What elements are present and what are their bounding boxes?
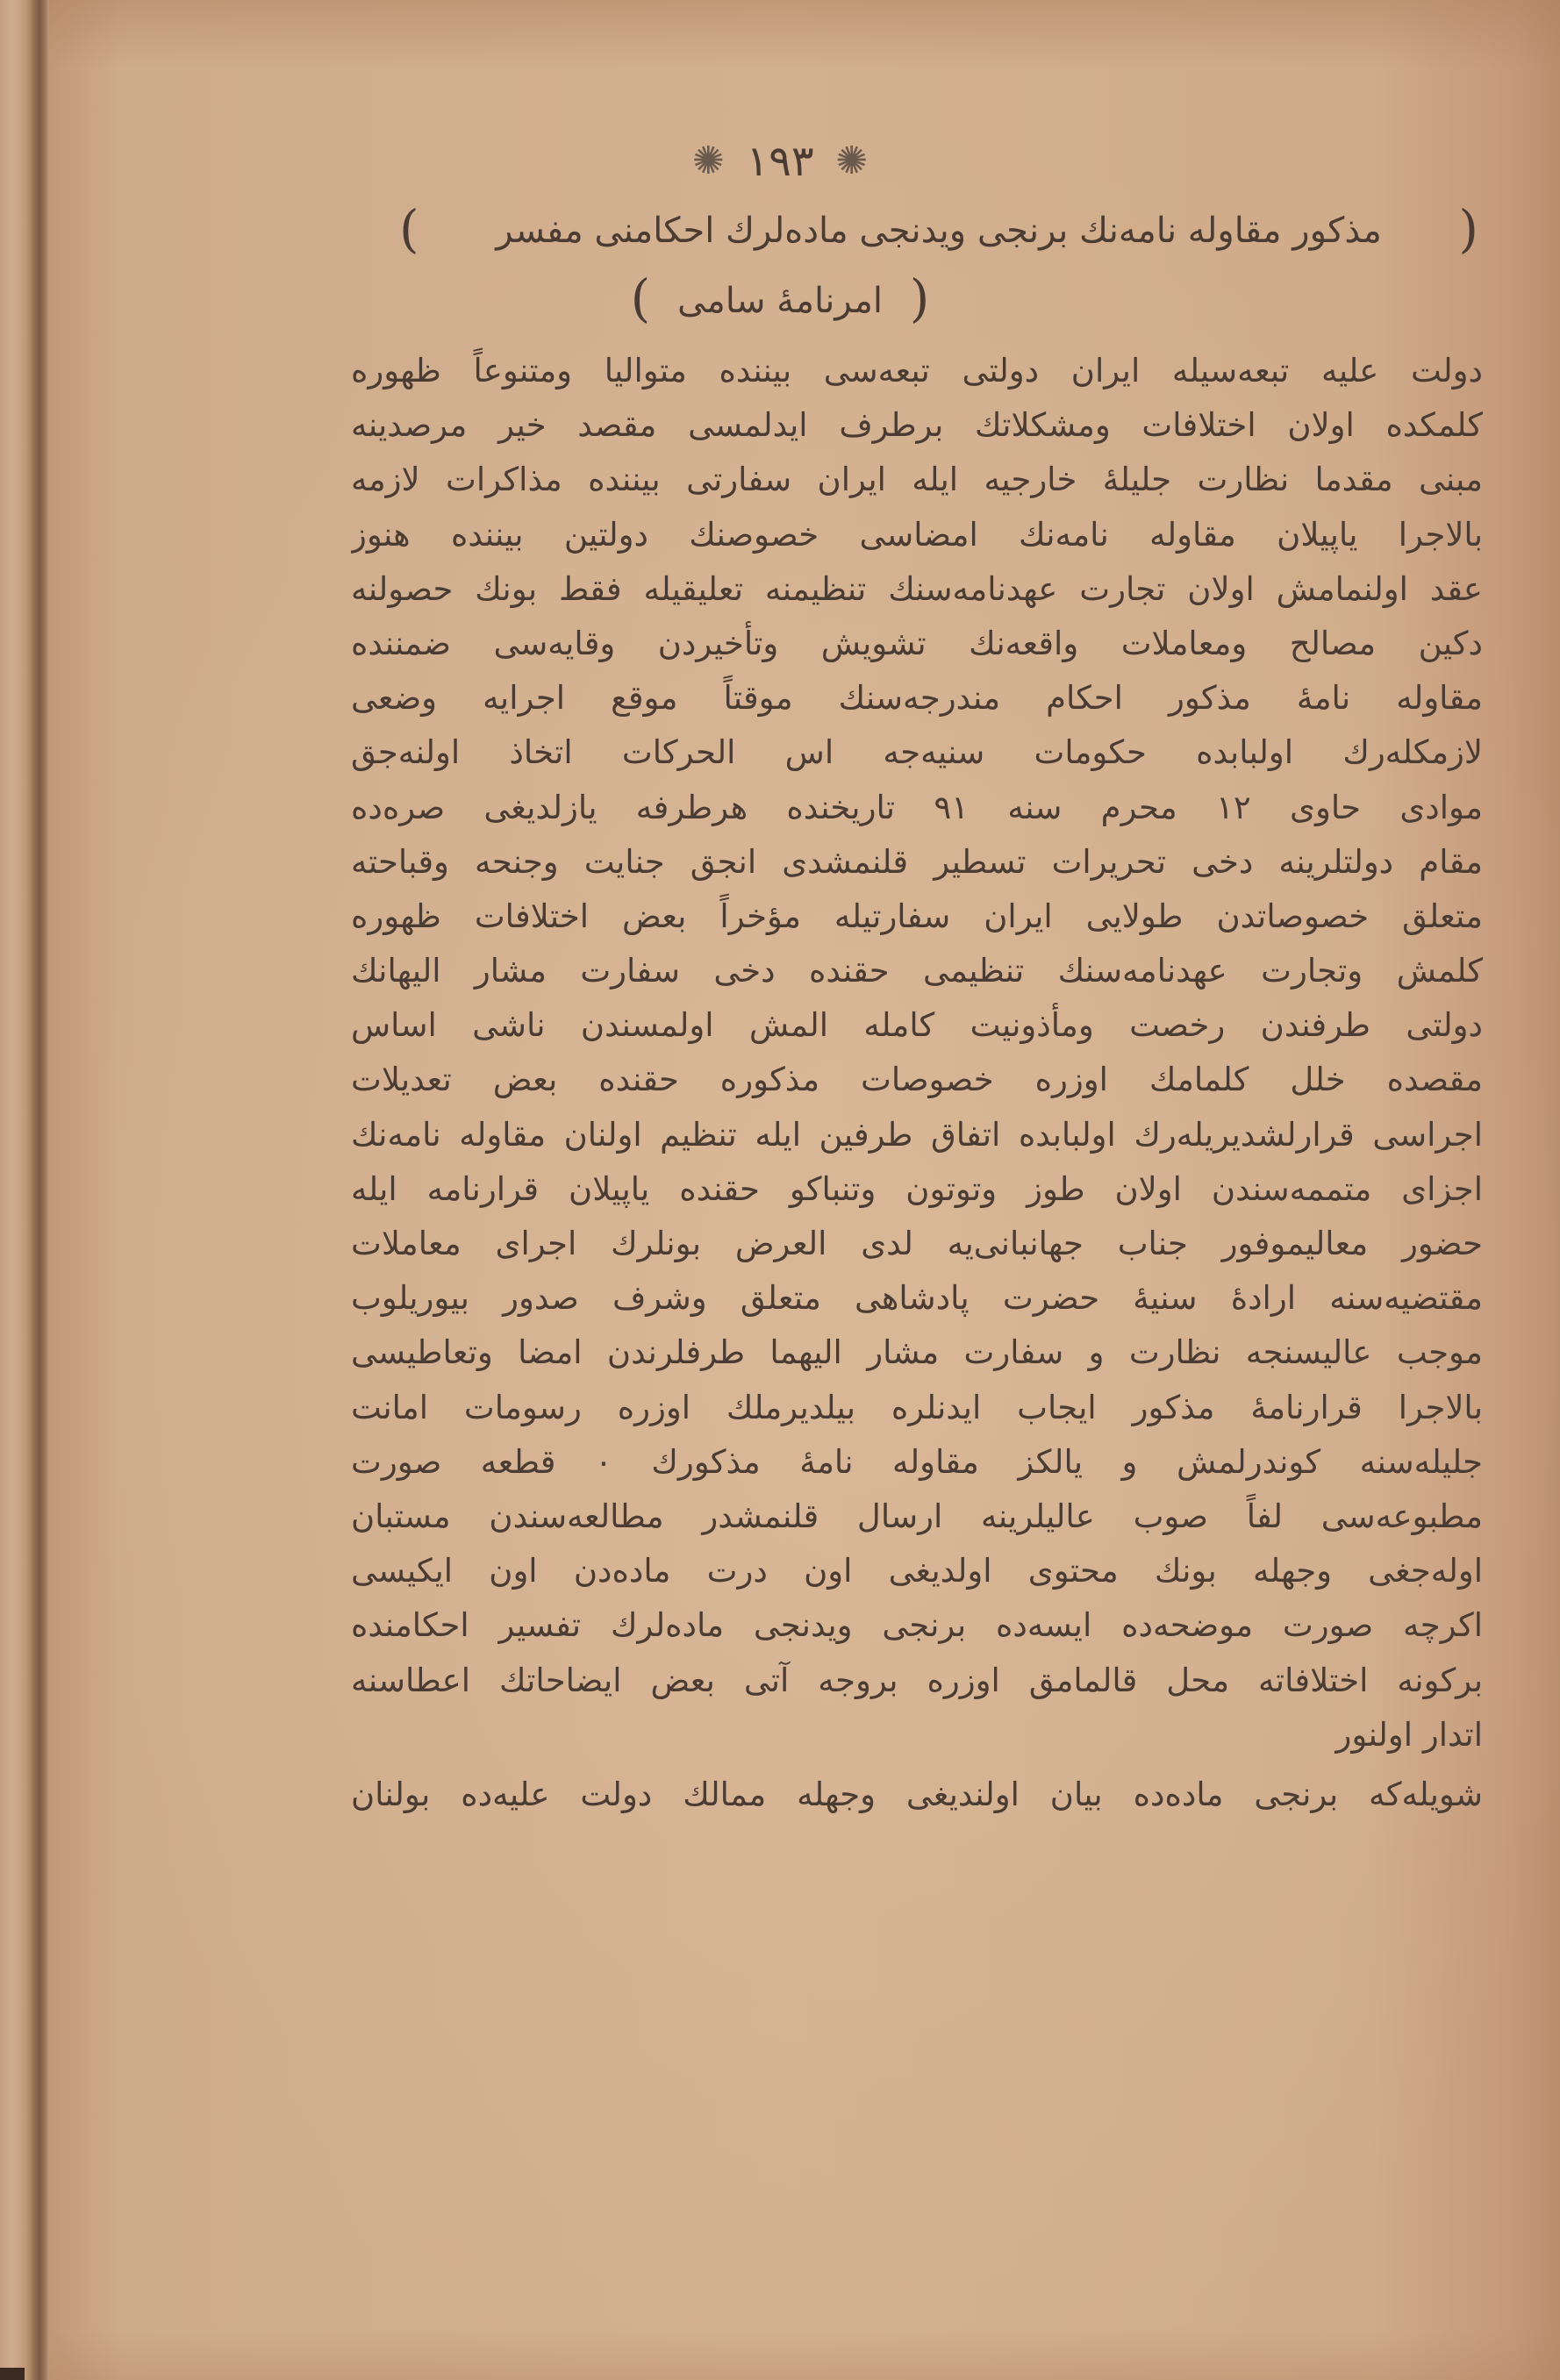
subtitle-text: امرنامهٔ سامى [677, 281, 883, 321]
text-line: عقد اولنمامش اولان تجارت عهدنامه‌سنك تنظيمنه تعليقيله فقط بونك حصولنه [351, 569, 1483, 608]
subtitle-close-paren: ) [630, 268, 651, 328]
new-paragraph-line: شويله‌كه برنجى ماده‌ده بيان اولنديغى وجهله ممالك دولت عليه‌ده بولنان [351, 1775, 1483, 1813]
text-line: مقاوله نامهٔ مذكور احكام مندرجه‌سنك موقتاً موقع اجرايه وضعى [351, 679, 1483, 718]
text-line: دولت عليه تبعه‌سيله ايران دولتى تبعه‌سى بيننده متواليا ومتنوعاً ظهوره [351, 352, 1483, 390]
title-text: مذكور مقاوله نامه‌نك برنجى ويدنجى ماده‌لرك احكامنى مفسر [496, 211, 1382, 251]
text-line: بالاجرا ياپيلان مقاوله نامه‌نك امضاسى خصوصنك دولتين بيننده هنوز [351, 515, 1483, 554]
text-line: مبنى مقدما نظارت جليلهٔ خارجيه ايله ايران سفارتى بيننده مذاكرات لازمه [351, 461, 1483, 499]
title-open-paren: ( [1458, 199, 1478, 259]
title-close-paren: ) [399, 199, 419, 259]
text-line: مقصده خلل كلمامك اوزره خصوصات مذكوره حقنده بعض تعديلات [351, 1061, 1483, 1099]
document-subtitle [0, 268, 1560, 332]
text-line: اوله‌جغى وجهله بونك محتوى اولديغى اون درت ماده‌دن اون ايكيسى [351, 1552, 1483, 1590]
body-text [351, 344, 1483, 1822]
text-line: كلمكده اولان اختلافات ومشكلاتك برطرف ايدلمسى مقصد خير مرصدينه [351, 406, 1483, 445]
text-line: اجزاى متممه‌سندن اولان طوز وتوتون وتنباكو حقنده ياپيلان قرارنامه ايله [351, 1169, 1483, 1208]
text-line: بركونه اختلافاته محل قالمامق اوزره بروجه آتى بعض ايضاحاتك اعطاسنه [351, 1661, 1483, 1699]
binding-gutter [0, 0, 49, 2380]
text-line: متعلق خصوصاتدن طولايى ايران سفارتيله مؤخراً بعض اختلافات ظهوره [351, 897, 1483, 935]
gutter-corner-shadow [0, 2368, 25, 2380]
text-line: موادى حاوى ١٢ محرم سنه ٩١ تاريخنده هرطرفه يازلديغى صره‌ده [351, 788, 1483, 826]
page-number: ١٩٣ [746, 137, 814, 186]
text-line: حضور معاليموفور جناب جهانبانى‌يه لدى العرض بونلرك اجراى معاملات [351, 1225, 1483, 1262]
text-line: بالاجرا قرارنامهٔ مذكور ايجاب ايدنلره بيلديرملك اوزره رسومات امانت [351, 1388, 1483, 1426]
text-line: اجراسى قرارلشديريله‌رك اولبابده اتفاق طرفين ايله تنظيم اولنان مقاوله نامه‌نك [351, 1115, 1483, 1154]
text-line: كلمش وتجارت عهدنامه‌سنك تنظيمى حقنده دخى سفارت مشار اليهانك [351, 952, 1483, 990]
page-top-shadow [0, 0, 1560, 70]
subtitle-open-paren: ( [909, 268, 930, 328]
text-line: دكين مصالح ومعاملات واقعه‌نك تشويش وتأخيردن وقايه‌سى ضمننده [351, 624, 1483, 662]
page-bottom-shadow [0, 2327, 1560, 2380]
text-line: اكرچه صورت موضحه‌ده ايسه‌ده برنجى ويدنجى ماده‌لرك تفسير احكامنده [351, 1606, 1483, 1645]
text-line: دولتى طرفندن رخصت ومأذونيت كامله المش اولمسندن ناشى اساس [351, 1006, 1483, 1045]
document-title [399, 200, 1478, 261]
star-ornament-icon: ✺ [835, 139, 869, 183]
text-line: مقام دولتلرينه دخى تحريرات تسطير قلنمشدى انجق جنايت وجنحه وقباحته [351, 842, 1483, 881]
text-line: جليله‌سنه كوندرلمش و يالكز مقاوله نامهٔ مذكورك ٠ قطعه صورت [351, 1442, 1483, 1481]
page-number-header [0, 132, 1560, 188]
text-line: لازمكله‌رك اولبابده حكومات سنيه‌جه اس الحركات اتخاذ اولنه‌جق [351, 733, 1483, 772]
text-line: موجب عاليسنجه نظارت و سفارت مشار اليهما طرفلرندن امضا وتعاطيسى [351, 1333, 1483, 1372]
text-line: مطبوعه‌سى لفاً صوب عاليلرينه ارسال قلنمشدر مطالعه‌سندن مستبان [351, 1497, 1483, 1535]
paragraph-end-line: اتدار اولنور [1335, 1715, 1483, 1754]
star-ornament-icon: ✺ [691, 139, 725, 183]
text-line: مقتضيه‌سنه ارادهٔ سنيهٔ حضرت پادشاهى متعلق وشرف صدور بيوريلوب [351, 1279, 1483, 1318]
